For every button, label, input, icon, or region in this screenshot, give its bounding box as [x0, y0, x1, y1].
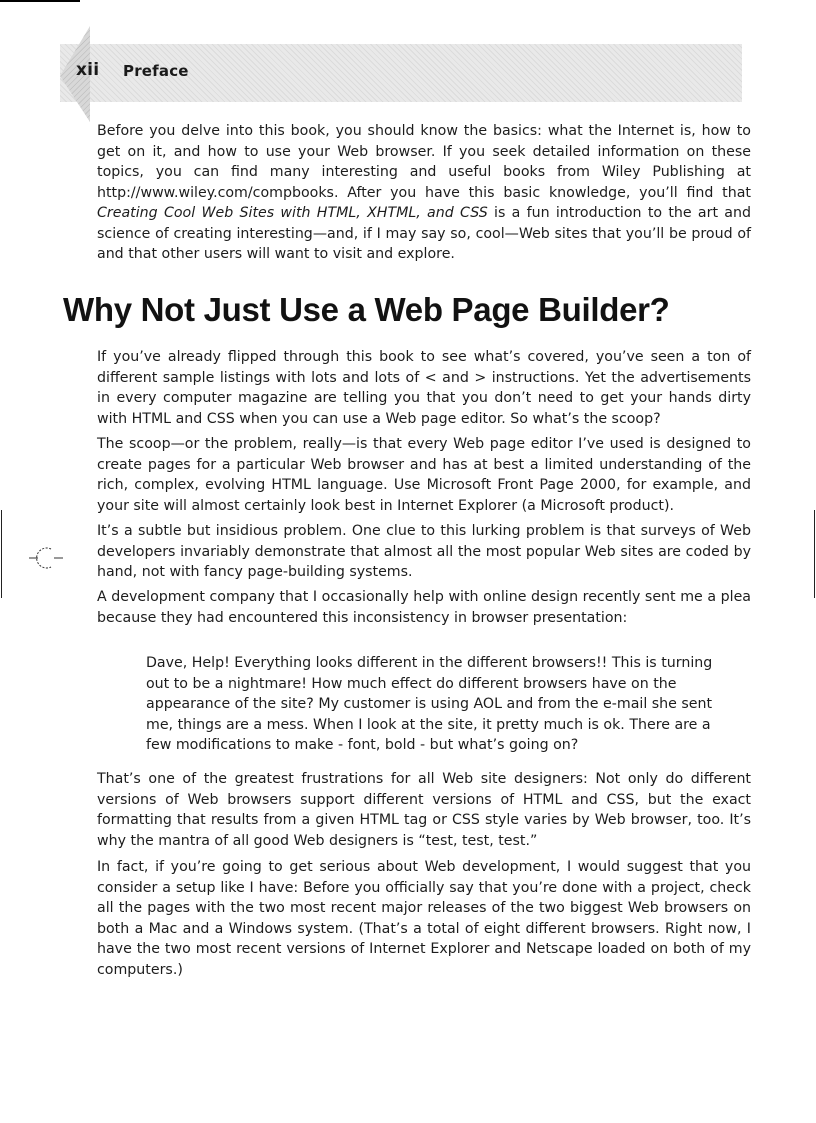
crop-mark-left — [1, 510, 2, 598]
body-paragraph: It’s a subtle but insidious problem. One clue to this lurking problem is that surveys of Web developers invariably demonstrate that almost all the most popular Web sites are coded by hand, not with fancy page-building systems. — [97, 523, 751, 580]
book-title: Creating Cool Web Sites with HTML, XHTML, and CSS — [97, 205, 488, 221]
body-paragraph: The scoop—or the problem, really—is that every Web page editor I’ve used is designed to create pages for a particular Web browser and has at best a limited understanding of the rich, complex, evolving HTML language. Use Microsoft Front Page 2000, for example, and your site will almost certainly look best in Internet Explorer (a Microsoft product). — [97, 436, 751, 514]
registration-mark-icon — [29, 541, 63, 575]
body-paragraph: That’s one of the greatest frustrations for all Web site designers: Not only do different versions of Web browsers support different versions of HTML and CSS, but the exact formatting that results from a given HTML tag or CSS style varies by Web browser, too. It’s why the mantra of all good Web designers is “test, test, test.” — [97, 771, 751, 849]
intro-text-end: is a fun introduction to the art and science of creating interesting—and, if I may say so, cool—Web sites that you’ll be proud of and that other users will want to visit and explore. — [97, 205, 751, 262]
block-quote: Dave, Help! Everything looks different in the different browsers!! This is turning out to be a nightmare! How much effect do different browsers have on the appearance of the site? My customer is using AOL and from the e-mail she sent me, things are a mess. When I look at the site, it pretty much is ok. There are a few modifications to make - font, bold - but what’s going on? — [146, 655, 713, 753]
body-paragraph: A development company that I occasionally help with online design recently sent me a plea because they had encountered this inconsistency in browser presentation: — [97, 589, 751, 626]
intro-text-start: Before you delve into this book, you should know the basics: what the Internet is, how to get on it, and how to use your Web browser. If you seek detailed information on these topics, you can find many interesting and useful books from Wiley Publishing at http://www.wiley.com/compbooks. After you have this basic knowledge, you’ll find that — [97, 123, 751, 201]
body-paragraph: If you’ve already flipped through this book to see what’s covered, you’ve seen a ton of different sample listings with lots and lots of < and > instructions. Yet the advertisements in every computer magazine are telling you that you don’t need to get your hands dirty with HTML and CSS when you can use a Web page editor. So what’s the scoop? — [97, 349, 751, 427]
section-heading: Why Not Just Use a Web Page Builder? — [63, 291, 670, 328]
intro-paragraph — [97, 121, 751, 265]
running-header-title: Preface — [123, 62, 189, 80]
body-paragraph: In fact, if you’re going to get serious about Web development, I would suggest that you consider a setup like I have: Before you officially say that you’re done with a project, check all the pages with the two most recent major releases of the two biggest Web browsers on both a Mac and a Windows system. (That’s a total of eight different browsers. Right now, I have the two most recent versions of Internet Explorer and Netscape loaded on both of my computers.) — [97, 859, 751, 978]
page-number: xii — [76, 60, 100, 80]
crop-mark-top — [0, 0, 80, 2]
crop-mark-right — [814, 510, 815, 598]
